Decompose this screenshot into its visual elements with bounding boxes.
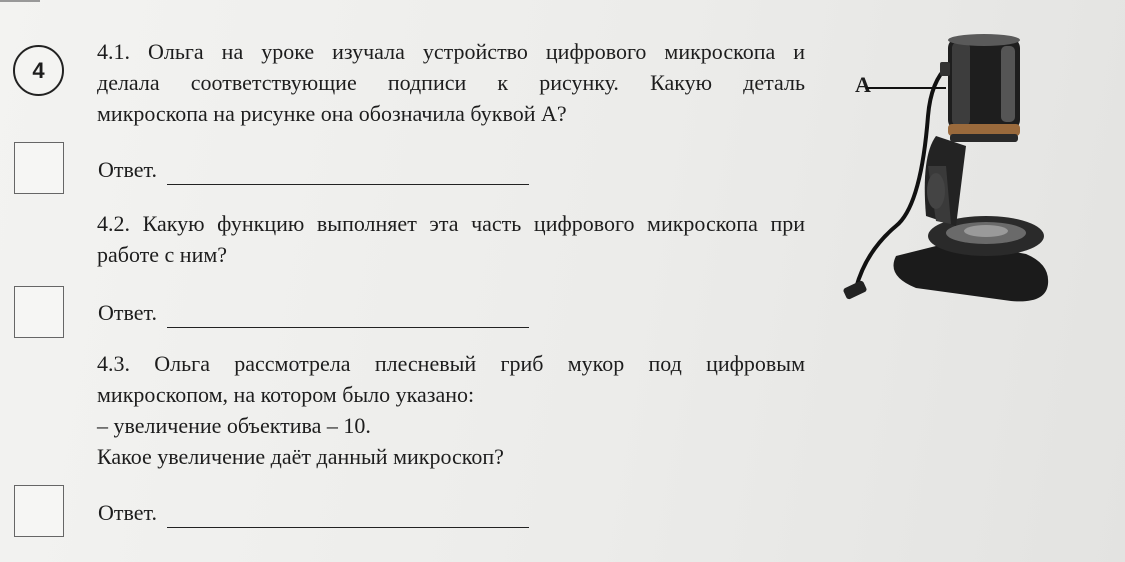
score-box-4-1[interactable] xyxy=(14,142,64,194)
q3-line1: 4.3. Ольга рассмотрела плесневый гриб мукор под цифровым xyxy=(97,351,805,376)
answer-row-4-3 xyxy=(98,498,529,528)
answer-label: Ответ. xyxy=(98,157,157,182)
q2-line1: 4.2. Какую функцию выполняет эта часть цифрового микроскопа при xyxy=(97,211,805,236)
camera-top xyxy=(948,34,1020,46)
answer-label: Ответ. xyxy=(98,300,157,325)
q3-line2: микроскопом, на котором было указано: xyxy=(97,382,475,407)
q3-line4: Какое увеличение даёт данный микроскоп? xyxy=(97,444,504,469)
q1-line1: 4.1. Ольга на уроке изучала устройство цифрового микроскопа и xyxy=(97,39,805,64)
answer-label: Ответ. xyxy=(98,500,157,525)
q1-line3: микроскопа на рисунке она обозначила буквой А? xyxy=(97,101,567,126)
answer-field-4-3[interactable] xyxy=(167,505,529,528)
focus-knob xyxy=(927,173,945,209)
task-number-badge xyxy=(13,45,64,96)
q1-line2: делала соответствующие подписи к рисунку. Какую деталь xyxy=(97,70,805,95)
answer-field-4-1[interactable] xyxy=(167,162,529,185)
figure-label-a: А xyxy=(855,72,871,97)
answer-row-4-2 xyxy=(98,298,529,328)
q2-line2: работе с ним? xyxy=(97,242,228,267)
answer-row-4-1 xyxy=(98,155,529,185)
score-box-4-3[interactable] xyxy=(14,485,64,537)
page-edge-line xyxy=(0,0,40,8)
digital-microscope-illustration xyxy=(836,26,1066,316)
q3-line3: – увеличение объектива – 10. xyxy=(97,413,371,438)
score-box-4-2[interactable] xyxy=(14,286,64,338)
answer-field-4-2[interactable] xyxy=(167,305,529,328)
usb-plug xyxy=(842,280,867,300)
cable-connector xyxy=(940,62,950,76)
task-number: 4 xyxy=(32,57,45,83)
